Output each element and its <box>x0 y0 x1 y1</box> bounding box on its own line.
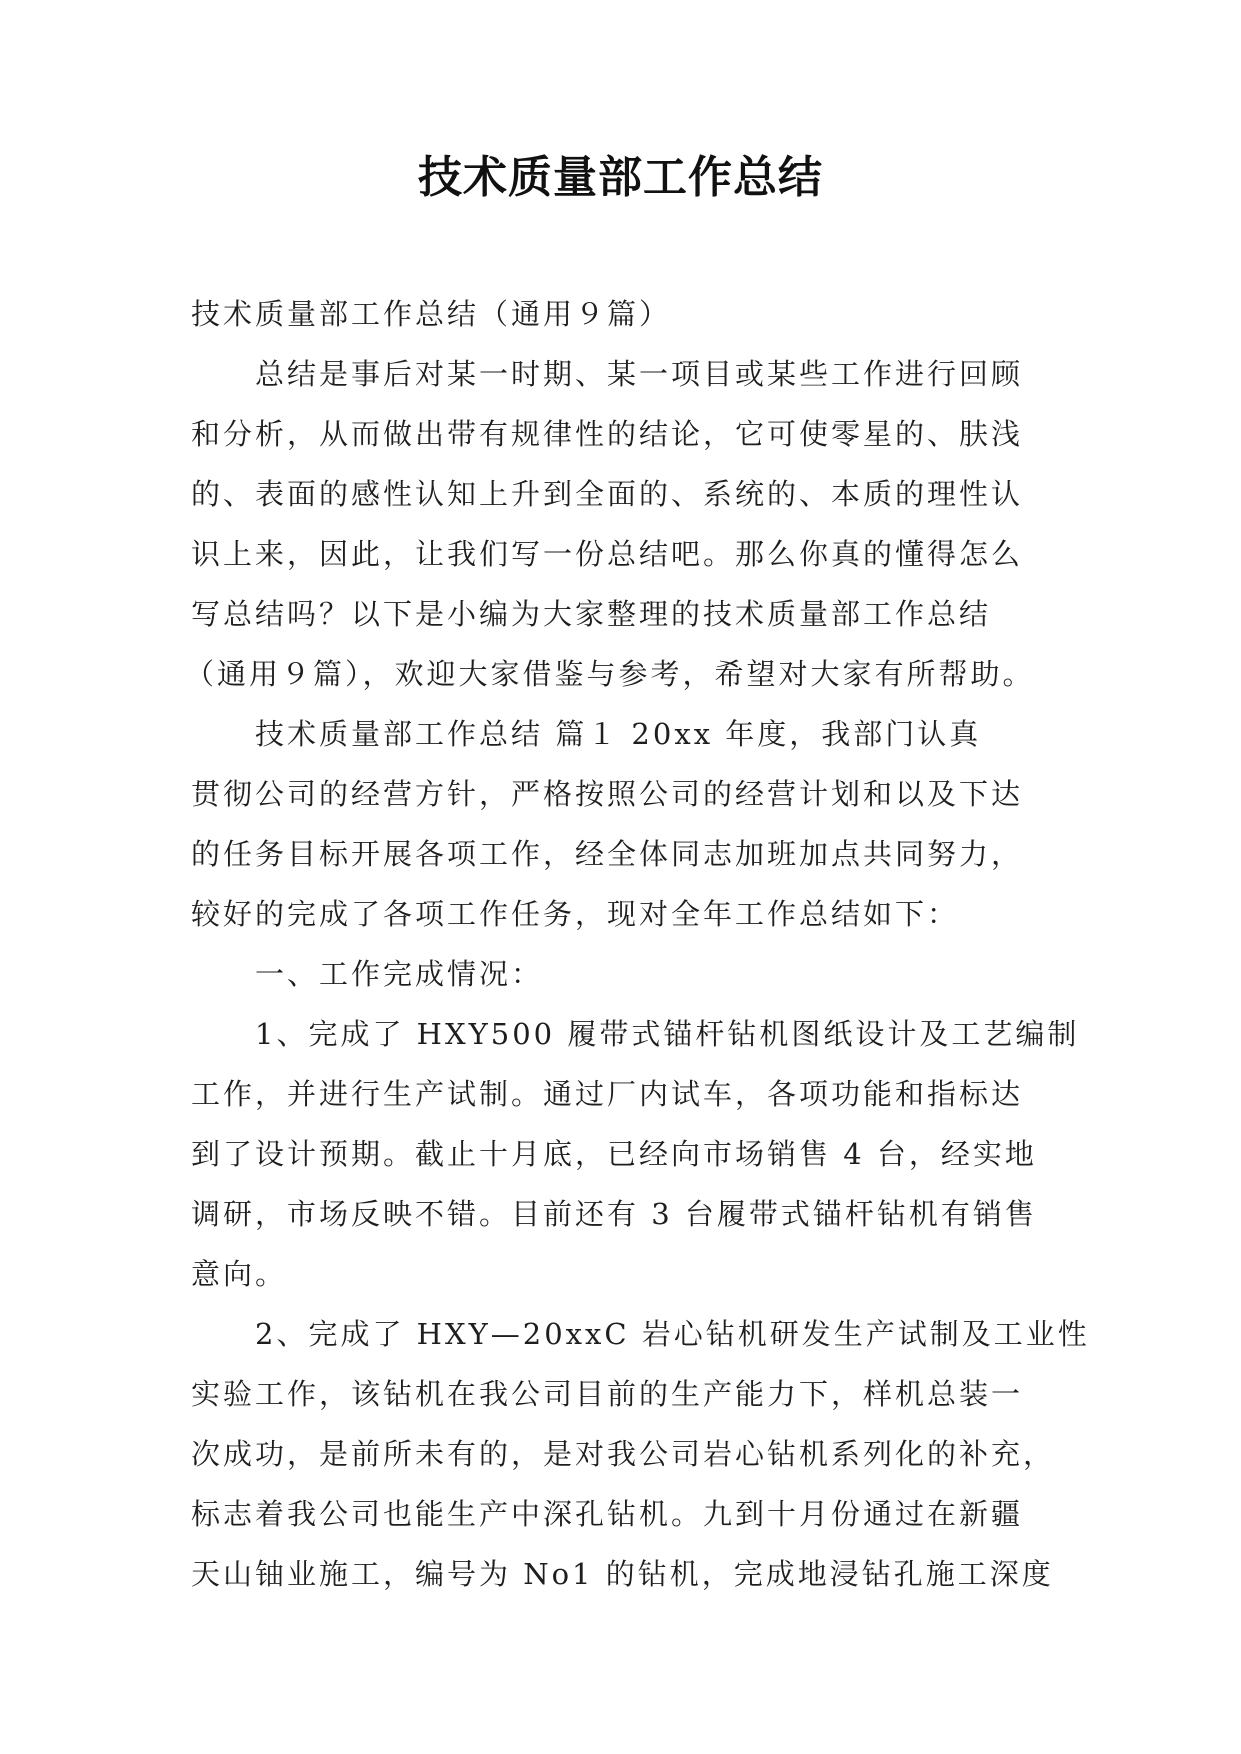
paragraph-line: 的任务目标开展各项工作，经全体同志加班加点共同努力， <box>191 837 1024 871</box>
paragraph-line: 2、完成了 HXY—20xxC 岩心钻机研发生产试制及工业性 <box>255 1317 1090 1351</box>
document-title: 技术质量部工作总结 <box>418 152 823 203</box>
paragraph-line: 识上来，因此，让我们写一份总结吧。那么你真的懂得怎么 <box>191 537 1024 571</box>
paragraph-line: 标志着我公司也能生产中深孔钻机。九到十月份通过在新疆 <box>191 1497 1024 1531</box>
paragraph-line: 天山铀业施工，编号为 No1 的钻机，完成地浸钻孔施工深度 <box>191 1557 1054 1591</box>
paragraph-line: 次成功，是前所未有的，是对我公司岩心钻机系列化的补充， <box>191 1437 1056 1471</box>
paragraph-line: 实验工作，该钻机在我公司目前的生产能力下，样机总装一 <box>191 1377 1024 1411</box>
paragraph-line: 总结是事后对某一时期、某一项目或某些工作进行回顾 <box>255 357 1024 391</box>
paragraph-line: 工作，并进行生产试制。通过厂内试车，各项功能和指标达 <box>191 1077 1024 1111</box>
paragraph-line: 1、完成了 HXY500 履带式锚杆钻机图纸设计及工艺编制 <box>255 1017 1080 1051</box>
paragraph-line: 较好的完成了各项工作任务，现对全年工作总结如下： <box>191 897 960 931</box>
paragraph-line: （通用９篇），欢迎大家借鉴与参考，希望对大家有所帮助。 <box>185 657 1035 691</box>
subtitle-line: 技术质量部工作总结（通用９篇） <box>191 297 672 331</box>
paragraph-line: 和分析，从而做出带有规律性的结论，它可使零星的、肤浅 <box>191 417 1024 451</box>
section-heading: 一、工作完成情况： <box>255 957 544 991</box>
paragraph-line: 的、表面的感性认知上升到全面的、系统的、本质的理性认 <box>191 477 1024 511</box>
paragraph-line: 意向。 <box>191 1257 288 1291</box>
paragraph-line: 到了设计预期。截止十月底，已经向市场销售 4 台，经实地 <box>191 1137 1037 1171</box>
paragraph-line: 贯彻公司的经营方针，严格按照公司的经营计划和以及下达 <box>191 777 1024 811</box>
paragraph-line: 技术质量部工作总结 篇１ 20xx 年度，我部门认真 <box>255 717 982 751</box>
paragraph-line: 写总结吗？以下是小编为大家整理的技术质量部工作总结 <box>191 597 992 631</box>
paragraph-line: 调研，市场反映不错。目前还有 3 台履带式锚杆钻机有销售 <box>191 1197 1037 1231</box>
document-body <box>185 284 1090 1604</box>
